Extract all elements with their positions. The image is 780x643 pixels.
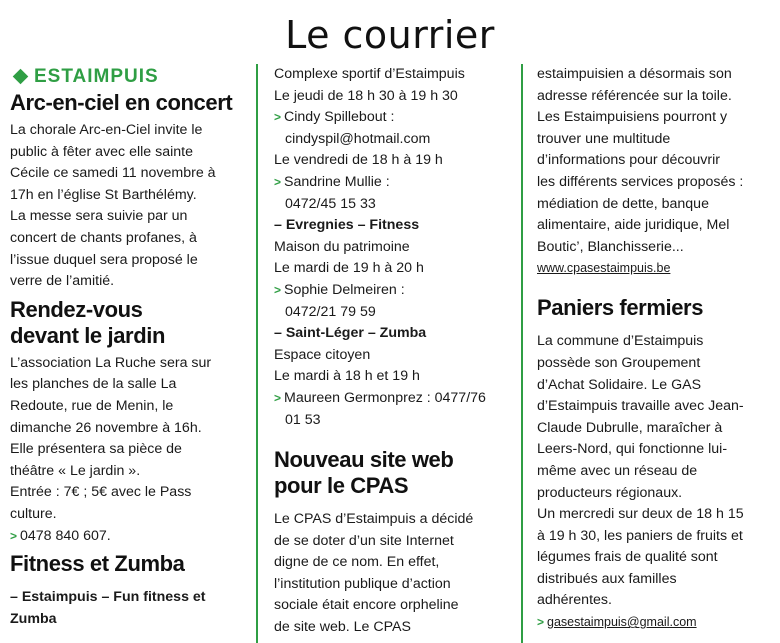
text-line: adhérentes. xyxy=(537,592,612,609)
contact-name: Maureen Germonprez : 0477/76 xyxy=(284,389,486,406)
contact-name: Sandrine Mullie : xyxy=(284,173,390,190)
contact-line xyxy=(274,280,518,302)
text-line: La messe sera suivie par un xyxy=(10,208,188,225)
text-line: 17h en l’église St Barthélémy. xyxy=(10,186,197,203)
column-divider xyxy=(521,64,523,643)
contact-line xyxy=(274,172,518,194)
text-line: Maison du patrimoine xyxy=(274,238,410,255)
article-body xyxy=(10,120,242,293)
text-line: les différents services proposés : xyxy=(537,173,744,190)
email-link[interactable]: gasestaimpuis@gmail.com xyxy=(547,615,697,630)
phone-number: 01 53 xyxy=(285,411,321,428)
article-body xyxy=(537,64,773,258)
text-line: La commune d’Estaimpuis xyxy=(537,333,704,350)
text-line: La chorale Arc-en-Ciel invite le xyxy=(10,122,203,138)
text-line: Redoute, rue de Menin, le xyxy=(10,397,174,414)
text-line: Les Estaimpuisiens pourront y xyxy=(537,109,728,126)
text-line: Espace citoyen xyxy=(274,346,371,363)
text-line: d’Estaimpuis travaille avec Jean- xyxy=(537,398,744,415)
contact-name: Sophie Delmeiren : xyxy=(284,281,405,298)
text-line: adresse référencée sur la toile. xyxy=(537,87,732,104)
arrow-right-icon: > xyxy=(274,110,282,125)
text-line: même avec un réseau de xyxy=(537,462,698,479)
text-line: théâtre « Le jardin ». xyxy=(10,462,141,479)
article-body xyxy=(10,353,242,526)
text-line: Leers-Nord, qui fonctionne lui- xyxy=(537,441,728,458)
article-body xyxy=(274,509,518,639)
text-line: Cécile ce samedi 11 novembre à xyxy=(10,165,216,182)
column-1 xyxy=(10,64,242,630)
text-line: Claude Dubrulle, maraîcher à xyxy=(537,419,723,436)
text-line: concert de chants profanes, à xyxy=(10,229,197,246)
text-line: les planches de la salle La xyxy=(10,376,177,393)
text-line: Le mardi de 19 h à 20 h xyxy=(274,260,424,277)
article-headline: pour le CPAS xyxy=(274,473,409,499)
column-2 xyxy=(274,64,518,639)
text-line: médiation de dette, banque xyxy=(537,195,709,212)
text-line: Elle présentera sa pièce de xyxy=(10,441,182,458)
article-headline: Paniers fermiers xyxy=(537,295,704,321)
arrow-right-icon: > xyxy=(537,615,545,630)
text-line: Entrée : 7€ ; 5€ avec le Pass xyxy=(10,484,192,501)
subheading: – Estaimpuis – Fun fitness et xyxy=(10,589,206,606)
article-headline: Arc-en-ciel en concert xyxy=(10,90,233,115)
text-line: producteurs régionaux. xyxy=(537,484,683,501)
text-line: Le jeudi de 18 h 30 à 19 h 30 xyxy=(274,87,458,104)
text-line: Boutic’, Blanchisserie... xyxy=(537,238,684,255)
subheading: – Saint-Léger – Zumba xyxy=(274,325,427,342)
text-line: d’Achat Solidaire. Le GAS xyxy=(537,376,702,393)
text-line: trouver une multitude xyxy=(537,130,671,147)
text-line: L’association La Ruche sera sur xyxy=(10,354,212,371)
arrow-right-icon: > xyxy=(274,390,282,405)
arrow-right-icon: > xyxy=(10,528,18,543)
subheading: Zumba xyxy=(10,610,57,627)
text-line: de site web. Le CPAS xyxy=(274,619,411,636)
contact-line xyxy=(537,612,773,634)
text-line: dimanche 26 novembre à 16h. xyxy=(10,419,202,436)
section-kicker xyxy=(10,64,242,89)
contact-email: cindyspil@hotmail.com xyxy=(285,130,431,147)
text-line: l’institution publique d’action xyxy=(274,575,451,592)
masthead-title: Le courrier xyxy=(285,13,495,57)
diamond-icon xyxy=(13,69,29,85)
text-line: alimentaire, aide juridique, Mel xyxy=(537,217,730,234)
text-line: digne de ce nom. En effet, xyxy=(274,554,440,571)
contact-line xyxy=(274,107,518,129)
contact-name: Cindy Spillebout : xyxy=(284,109,395,126)
text-line: public à fêter avec elle sainte xyxy=(10,143,193,160)
article-headline: devant le jardin xyxy=(10,322,165,348)
arrow-right-icon: > xyxy=(274,282,282,297)
contact-line xyxy=(10,526,242,548)
text-line: estaimpuisien a désormais son xyxy=(537,66,732,82)
text-line: Le vendredi de 18 h à 19 h xyxy=(274,152,443,169)
kicker-label: ESTAIMPUIS xyxy=(34,65,159,87)
phone-number: 0472/21 79 59 xyxy=(285,303,376,320)
text-line: culture. xyxy=(10,505,57,522)
column-3 xyxy=(537,64,773,634)
article-body xyxy=(537,331,773,612)
article-headline: Rendez-vous xyxy=(10,296,143,322)
text-line: légumes frais de qualité sont xyxy=(537,549,718,566)
text-line: Complexe sportif d’Estaimpuis xyxy=(274,66,465,82)
text-line: d’informations pour découvrir xyxy=(537,152,720,169)
article-headline: Fitness et Zumba xyxy=(10,551,185,577)
text-line: Le mardi à 18 h et 19 h xyxy=(274,368,420,385)
text-line: Un mercredi sur deux de 18 h 15 xyxy=(537,506,744,523)
website-link[interactable]: www.cpasestaimpuis.be xyxy=(537,261,671,276)
text-line: verre de l’amitié. xyxy=(10,273,115,290)
text-line: possède son Groupement xyxy=(537,354,701,371)
text-line: sociale était encore orpheline xyxy=(274,597,459,614)
contact-line xyxy=(274,388,518,410)
column-divider xyxy=(256,64,258,643)
arrow-right-icon: > xyxy=(274,174,282,189)
text-line: l’issue duquel sera proposé le xyxy=(10,251,198,268)
text-line: Le CPAS d’Estaimpuis a décidé xyxy=(274,511,474,528)
subheading: – Evregnies – Fitness xyxy=(274,217,420,234)
text-line: de se doter d’un site Internet xyxy=(274,532,454,549)
phone-number: 0472/45 15 33 xyxy=(285,195,376,212)
article-headline: Nouveau site web xyxy=(274,447,454,473)
text-line: distribués aux familles xyxy=(537,570,677,587)
text-line: à 19 h 30, les paniers de fruits et xyxy=(537,527,743,544)
phone-number: 0478 840 607. xyxy=(20,527,111,544)
